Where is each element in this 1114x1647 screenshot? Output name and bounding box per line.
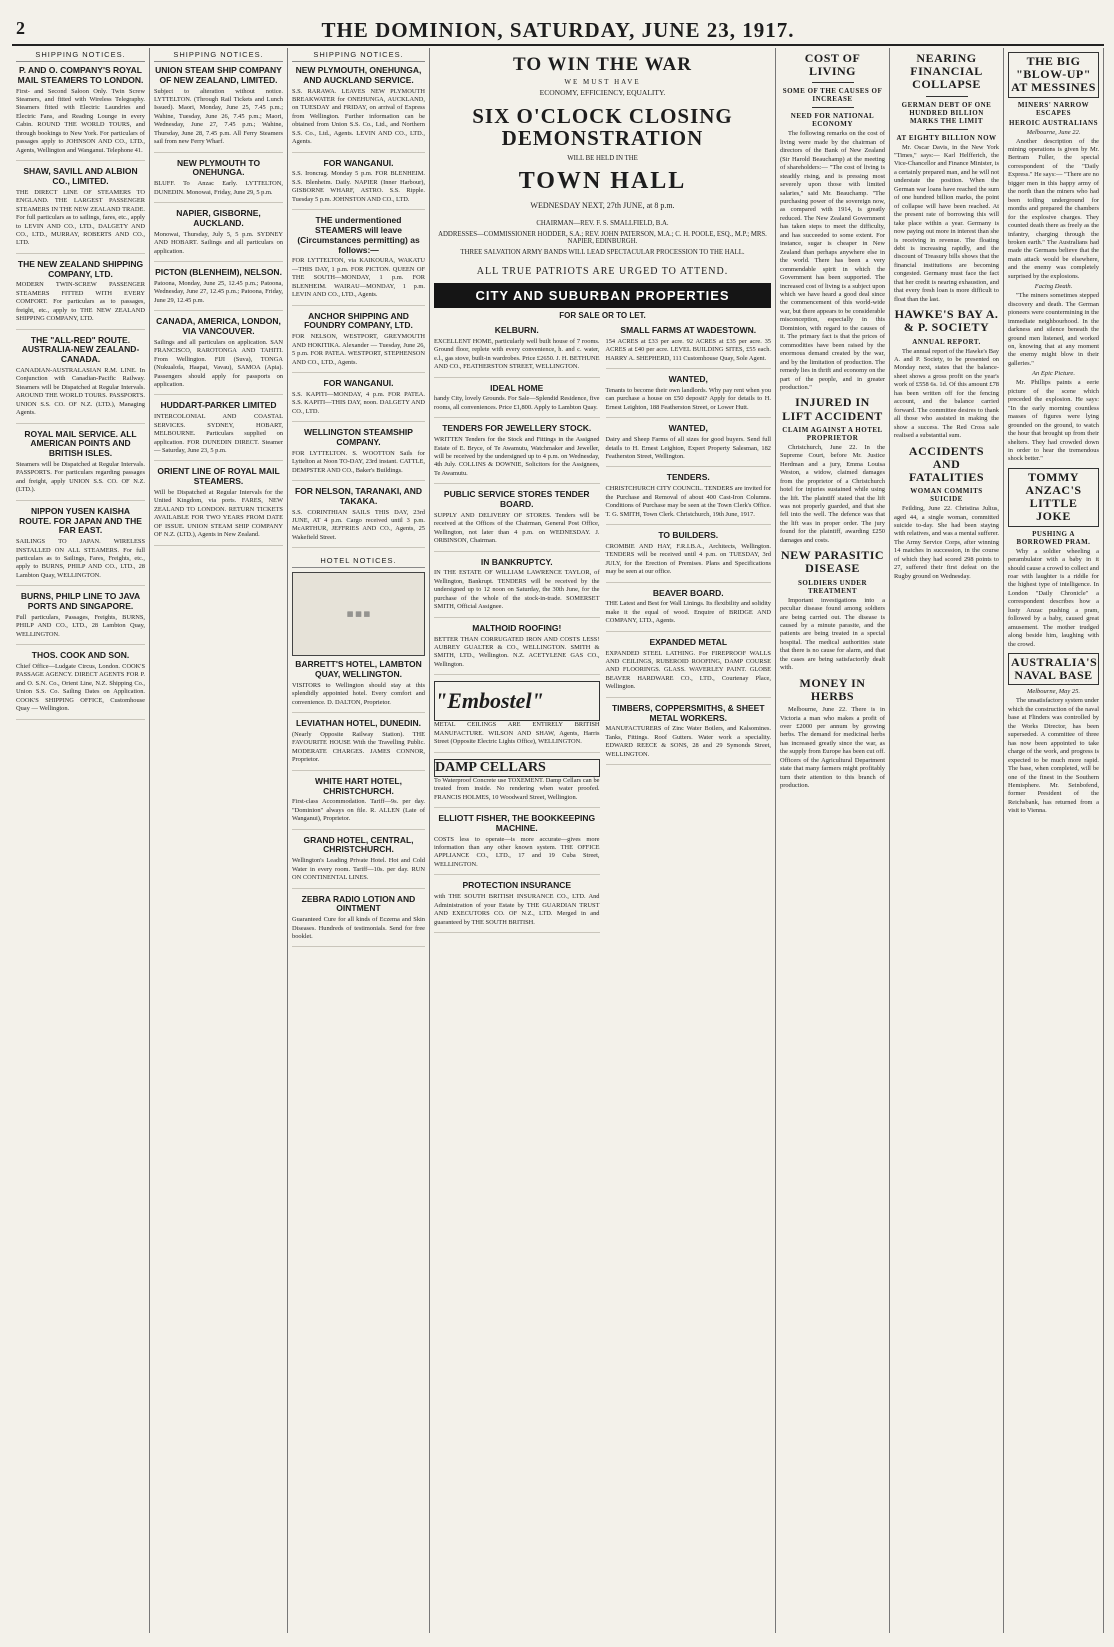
notice-title: CANADA, AMERICA, LONDON, VIA VANCOUVER.: [156, 316, 281, 336]
subsection-epic-picture: [1008, 370, 1099, 464]
dateline: Melbourne, May 25.: [1026, 688, 1081, 696]
notice-item: [292, 777, 425, 830]
notice-title: SHAW, SAVILL AND ALBION CO., LIMITED.: [23, 166, 138, 186]
ad-line: WILL BE HELD IN THE: [567, 155, 638, 163]
article-parasitic-disease: [780, 549, 885, 672]
notice-item: [606, 638, 772, 698]
notice-item: [292, 312, 425, 373]
notice-item: [16, 430, 145, 501]
subhead: Facing Death.: [1034, 283, 1073, 291]
ad-venue: TOWN HALL: [518, 168, 687, 195]
properties-subhead: FOR SALE OR TO LET.: [559, 311, 646, 321]
logo-graphic: DAMP CELLARS: [434, 759, 600, 777]
hotel-notices-heading: HOTEL NOTICES.: [292, 554, 425, 568]
notice-item: [16, 167, 145, 254]
headline: HAWKE'S BAY A. & P. SOCIETY: [894, 307, 999, 335]
notice-item: [154, 66, 283, 153]
notice-body: SUPPLY AND DELIVERY OF STORES. Tenders will be received at the Offices of the Chairman, General Post Office, Wellington, not later than 4 p.m. on WEDNESDAY. J. ORBINSON, Chairman.: [434, 511, 600, 545]
notice-body: Steamers will be Dispatched at Regular Intervals. PASSPORTS. For particulars regarding passages and freight, apply UNION S.S. CO. OF N.Z. (LTD.).: [16, 460, 145, 494]
notice-body: METAL CEILINGS ARE ENTIRELY BRITISH MANUFACTURE. WILSON AND SHAW, Agents, Harris Street (Opposite Electric Lights Office), WELLINGTON.: [434, 721, 600, 746]
notice-body: To Waterproof Concrete use TOXEMENT. Damp Cellars can be treated from inside. No rendering when water proofed. FRANCIS HOLMES, 10 Woodward Street, Wellington.: [434, 776, 600, 801]
notice-item: [16, 507, 145, 587]
notice-item: [16, 66, 145, 161]
notice-item: [292, 660, 425, 713]
headline: COST OF LIVING: [804, 51, 861, 79]
ad-bands: THREE SALVATION ARMY BANDS WILL LEAD SPECTACULAR PROCESSION TO THE HALL.: [460, 249, 745, 257]
article-messines: [1008, 52, 1099, 281]
ad-title: SIX O'CLOCK CLOSING DEMONSTRATION: [472, 104, 733, 151]
notice-title: EXPANDED METAL: [649, 636, 728, 647]
notice-item: [292, 216, 425, 305]
article-body: Mr. Oscar Davis, in the New York "Times," says:— Karl Helfferich, the Vice-Chancellor and Finance Minister, is a certainly prepared man, and he will not understate the position. When the German war loans have reached the sum of one hundred billion marks, the point of collapse will have been reached. At the present rate of borrowing this will take place within a year. Germany is now paying out more in interest than she is receiving in revenue. The floating debt is increasing rapidly, and the discount of Treasury bills shows that the financial institutions are becoming congested. Germany must face the fact that her credit is nearing exhaustion, and that every fresh loan is more difficult to float than the last.: [894, 143, 999, 303]
notice-title: FOR WANGANUI.: [323, 377, 394, 388]
news-column-cost-of-living: [776, 48, 890, 1633]
article-body: Why a soldier wheeling a perambulator with a baby in it should cause a crowd to collect and roar with laughter is a riddle for the highest type of intelligence. In London "Daily Chronicle" a correspondent describes how a lusty Anzac pushing a pram, followed by a baby, caused great amusement. The mother trudged along beside him, laughing with the crowd.: [1008, 547, 1099, 648]
notice-title: THE NEW ZEALAND SHIPPING COMPANY, LTD.: [17, 258, 144, 279]
notice-item: [606, 704, 772, 765]
headline: TOMMY ANZAC'S LITTLE JOKE: [1008, 468, 1099, 527]
properties-banner: CITY AND SUBURBAN PROPERTIES: [434, 283, 771, 308]
notice-body: Will be Dispatched at Regular Intervals for the United Kingdom, via ports. FARES, NEW ZEALAND TO LONDON. RETURN TICKETS AVAILABLE FOR TWO YEARS FROM DATE OF ISSUE. UNION STEAM SHIP COMPANY OF N.Z. (LTD.), Agents in New Zealand.: [154, 488, 283, 539]
notice-item: [154, 268, 283, 311]
notice-item: [292, 66, 425, 153]
notice-title: KELBURN.: [494, 325, 539, 336]
notice-body: FOR LYTTELTON. S. WOOTTON Sails for Lyttelton at Noon TO-DAY, 23rd instant. CATTLE, DEMPSTER AND CO., Baker's Buildings.: [292, 449, 425, 474]
notice-title: ORIENT LINE OF ROYAL MAIL STEAMERS.: [157, 466, 280, 487]
article-body: "The miners sometimes stepped discovery and death. The German pioneers were countermining in the immediate neighbourhood. In the darkness and silence beneath the ground men listened, and worked on, knowing that at any moment the enemy might blow in their galleries.": [1008, 292, 1099, 367]
notice-body: handy City, lovely Grounds. For Sale—Splendid Residence, five rooms, all conveniences. Price £1,800. Apply to Lambton Quay.: [434, 395, 600, 411]
notice-title: WHITE HART HOTEL, CHRISTCHURCH.: [315, 775, 402, 796]
notice-item: [434, 384, 600, 419]
article-accidents: [894, 445, 999, 582]
notice-body: First-class Accommodation. Tariff—9s. per day. "Dominion" always on file. R. ALLEN (Late of Wanganui), Proprietor.: [292, 798, 425, 823]
notice-item: [434, 759, 600, 808]
article-body: Feilding, June 22. Christina Julius, aged 44, a single woman, committed suicide to-day. She had been staying with relatives, and was a mental sufferer. The Army Service Corps, after winning 14 matches in succession, in the course of which they had scored 298 points to 27, suffered their first defeat on the Rugby ground on Wednesday.: [894, 505, 999, 580]
notice-body: THE DIRECT LINE OF STEAMERS TO ENGLAND. THE LARGEST PASSENGER STEAMERS IN THE NEW ZEALAND TRADE. For full particulars as to sailings, fares, etc., apply to LEVIN AND CO., LTD., DALGETY AND CO., LTD., MURRAY, ROBERTS AND CO., LTD.: [16, 188, 145, 247]
notice-item: [606, 589, 772, 632]
article-body: Melbourne, June 22. There is in Victoria a man who makes a profit of over £2000 per annum by growing herbs. The demand for medicinal herbs has increased greatly since the war, as the supply from Europe has been cut off. Officers of the Agricultural Department state that many farmers might profitably turn their attention to this branch of production.: [780, 706, 885, 790]
notice-title: IDEAL HOME: [490, 382, 544, 393]
notice-body: (Nearly Opposite Railway Station). THE FAVOURITE HOUSE With the Travelling Public. MODERATE CHARGES. JAMES CONNOR, Proprietor.: [292, 730, 425, 764]
notice-title: THE undermentioned STEAMERS will leave (Circumstances permitting) as follows:—: [297, 215, 420, 255]
deck: GERMAN DEBT OF ONE HUNDRED BILLION MARKS THE LIMIT: [901, 100, 992, 125]
six-oclock-closing-ad: [434, 54, 771, 277]
article-body: Important investigations into a peculiar disease found among soldiers are being carried out. The disease is caused by a minute parasite, and the patients are being treated in a special hospital. The medical authorities state that there is no cause for alarm, and that the cases are being satisfactorily dealt with.: [780, 596, 885, 672]
deck: HEROIC AUSTRALIANS: [1009, 118, 1098, 127]
notice-item: [434, 490, 600, 551]
notice-item: [434, 326, 600, 378]
notice-title: TENDERS FOR JEWELLERY STOCK.: [442, 423, 592, 434]
notice-body: FOR NELSON, WESTPORT, GREYMOUTH AND HOKITIKA. Alexander — Tuesday, June 26, 5 p.m. FOR PATEA. WESTPORT, STEPHENSON AND CO., LTD., Agents.: [292, 333, 425, 366]
deck: AT EIGHTY BILLION NOW: [896, 133, 997, 142]
notice-item: [292, 719, 425, 771]
article-body: Mr. Phillips paints a eerie picture of the scene which preceded the explosion. He says: "In the early morning countless masses of figures were lying grounded on the ground, to watch the hour that brought up from their shelters. They had crowded down in order to hear the tremendous shock better.": [1008, 379, 1099, 463]
notice-body: CHRISTCHURCH CITY COUNCIL. TENDERS are invited for the Purchase and Removal of about 400 Cast-Iron Columns. Conditions of Purchase may be seen at the Town Clerk's Office. T. G. SMITH, Town Clerk. Christchurch, 19th June, 1917.: [605, 485, 771, 518]
notice-item: [154, 159, 283, 203]
notice-title: THOS. COOK AND SON.: [31, 650, 130, 661]
notice-title: WELLINGTON STEAMSHIP COMPANY.: [304, 427, 413, 447]
headline: AUSTRALIA'S NAVAL BASE: [1008, 653, 1099, 685]
notice-body: INTERCOLONIAL AND COASTAL SERVICES. SYDNEY, HOBART, MELBOURNE. Particulars supplied on application. FOR DUNEDIN DIRECT. Steamer — Saturday, June 23, 5 p.m.: [154, 413, 283, 454]
notice-body: CANADIAN-AUSTRALASIAN R.M. LINE. In Conjunction with Canadian-Pacific Railway. Steamers will be Dispatched at Regular Intervals. AROUND THE WORLD TOURS. PASSPORTS. UNION S.S. CO. OF N.Z. (LTD.), Managing Agents.: [16, 366, 145, 417]
notice-title: PICTON (BLENHEIM), NELSON.: [155, 267, 282, 278]
notice-body: S.S. CORINTHIAN SAILS THIS DAY, 23rd JUNE, AT 4 p.m. Cargo received until 3 p.m. McARTHUR, JEFFRIES AND CO., Agents, 25 Wakefield Street.: [292, 508, 425, 541]
notice-item: [434, 624, 600, 676]
notice-body: Chief Office—Ludgate Circus, London. COOK'S PASSAGE AGENCY. DIRECT AGENTS FOR P. and O. S.N. Co., Orient Line, N.Z. Shipping Co., Union S.S. Co. Sailing Dates on Application. COOK'S SHIPPING OFFICE, Customhouse Quay — Wellington.: [16, 663, 145, 713]
notice-item: [292, 159, 425, 211]
notice-title: BARRETT'S HOTEL, LAMBTON QUAY, WELLINGTON.: [295, 659, 422, 680]
notice-body: THE Latest and Best for Wall Linings. Its flexibility and solidity make it the equal of wood. Enquire of BRIDGE AND COMPANY, LTD., Agents.: [605, 600, 771, 625]
column-heading: SHIPPING NOTICES.: [16, 48, 145, 62]
notice-title: TO BUILDERS.: [658, 530, 719, 541]
deck: WOMAN COMMITS SUICIDE: [910, 487, 983, 504]
news-column-messines: [1004, 48, 1104, 1633]
headline: NEW PARASITIC DISEASE: [780, 548, 885, 576]
article-body: The unsatisfactory system under which the construction of the naval base at Flinders was controlled by the Works Director, has been superseded. A committee of three has now been appointed to take charge of the work, and progress is expected to be much more rapid. The base, when completed, will be one of the finest in the Southern Hemisphere. Mr. Seinbofend, former President of the Reichsbank, has returned from a visit to Vienna.: [1008, 697, 1099, 815]
notice-title: TENDERS.: [666, 472, 710, 483]
notice-title: TIMBERS, COPPERSMITHS, & SHEET METAL WORKERS.: [611, 702, 765, 723]
notice-item: [292, 836, 425, 889]
article-cost-of-living: [780, 52, 885, 392]
notice-body: FOR LYTTELTON, via KAIKOURA, WAKATU—THIS DAY, 1 p.m. FOR PICTON. QUEEN OF THE SOUTH—MONDAY, 1 p.m. FOR BLENHEIM. WAIRAU—MONDAY, 1 p.m. LEVIN AND CO., LTD., Agents.: [292, 257, 425, 299]
notice-body: Full particulars, Passages, Freights, BURNS, PHILP AND CO., LTD., 28 Lambton Quay, WELLINGTON.: [16, 613, 145, 638]
ads-column: [430, 48, 776, 1633]
newspaper-title: THE DOMINION, SATURDAY, JUNE 23, 1917.: [321, 18, 795, 42]
notice-title: NEW PLYMOUTH, ONEHUNGA, AND AUCKLAND SERVICE.: [295, 65, 422, 85]
notice-item: [434, 558, 600, 618]
notice-body: VISITORS to Wellington should stay at this splendidly appointed hotel. Every comfort and convenience. D. DALTON, Proprietor.: [292, 681, 425, 706]
article-body: Christchurch, June 22. In the Supreme Court, before Mr. Justice Herdman and a jury, Emma Louisa Weston, a widow, claimed damages from the proprietor of a Christchurch hotel for injuries sustained while using the lift. The plaintiff stated that the lift was not properly guarded, and that she fell into the well. The defence was that the lift was in proper order. The jury found for the plaintiff, awarding £250 damages and costs.: [780, 443, 885, 544]
notice-item: [606, 531, 772, 583]
notice-title: P. AND O. COMPANY'S ROYAL MAIL STEAMERS TO LONDON.: [17, 65, 144, 85]
notice-item: [606, 375, 772, 418]
notice-title: BURNS, PHILP LINE TO JAVA PORTS AND SINGAPORE.: [20, 591, 141, 612]
notice-body: SAILINGS TO JAPAN. WIRELESS INSTALLED ON ALL STEAMERS. For full particulars as to Sailings, Fares, Freights, etc., apply to BURNS, PHILP AND CO., LTD., 28 Lambton Quay, WELLINGTON.: [16, 538, 145, 579]
notice-body: BETTER THAN CORRUGATED IRON AND COSTS LESS! AUBREY GUALTER & CO., WELLINGTON. SMITH & SMITH, LTD., Wellington. N.Z. ACETYLENE GAS CO., Wellington.: [434, 635, 600, 668]
notice-item: [16, 651, 145, 719]
ad-call: ALL TRUE PATRIOTS ARE URGED TO ATTEND.: [476, 266, 729, 278]
deck: SOLDIERS UNDER TREATMENT: [797, 578, 868, 595]
notice-title: FOR NELSON, TARANAKI, AND TAKAKA.: [294, 485, 423, 506]
headline: NEARING FINANCIAL COLLAPSE: [910, 51, 983, 92]
notice-body: Subject to alteration without notice. LYTTELTON. (Through Rail Tickets and Lunch Issued). Maori, Monday, June 25, 7.45 p.m.; Wahine, Tuesday, June 26, 7.45 p.m.; Maori, Wednesday, June 27, 7.45 p.m.; Wahine, Thursday, June 28, 7.45 p.m. All Ferry Steamers sail from new Ferry Wharf.: [154, 87, 283, 146]
hotel-building-illustration: ▦ ▦ ▦: [292, 572, 425, 656]
shipping-column-2: [150, 48, 288, 1633]
notice-title: THE "ALL-RED" ROUTE. AUSTRALIA-NEW ZEALAND-CANADA.: [21, 334, 140, 365]
ad-speakers: ADDRESSES—COMMISSIONER HODDER, S.A.; REV. JOHN PATERSON, M.A.; C. H. POOLE, ESQ., M.P.; MRS. NAPIER, EDINBURGH.: [438, 231, 767, 246]
article-anzac-joke: [1008, 468, 1099, 649]
notice-body: Dairy and Sheep Farms of all sizes for good buyers. Send full details to H. Ernest Leighton, Expert Property Salesman, 182 Featherston Street, Wellington.: [605, 436, 771, 461]
headline: MONEY IN HERBS: [799, 675, 866, 703]
notice-title: WANTED,: [668, 374, 708, 385]
notice-item: [154, 317, 283, 395]
subhead: An Epic Picture.: [1032, 370, 1075, 378]
notice-body: S.S. KAPITI—MONDAY, 4 p.m. FOR PATEA. S.S. KAPITI—THIS DAY, noon. DALGETY AND CO., LTD.: [292, 390, 425, 415]
notice-body: Sailings and all particulars on application. SAN FRANCISCO, RAROTONGA AND TAHITI. From Wellington. FIJI (Suva), TONGA (Nukualofa, Haapai, Vavau), SAMOA (Apia). Passengers should apply for passports on application.: [154, 338, 283, 388]
article-financial-collapse: [894, 52, 999, 304]
notice-title: ANCHOR SHIPPING AND FOUNDRY COMPANY, LTD.: [304, 310, 413, 331]
notice-body: WRITTEN Tenders for the Stock and Fittings in the Assigned Estate of E. Bryce, of Te Awamutu, Watchmaker and Jeweller, will be received by the undersigned up to 4 p.m. on Wednesday, 4th July. COLLINS & DOWNIE, Solicitors for the Assignees, Te Awamutu.: [434, 436, 600, 477]
notice-title: HUDDART-PARKER LIMITED: [160, 400, 277, 411]
notice-title: BEAVER BOARD.: [652, 587, 724, 598]
article-hawkes-bay: [894, 308, 999, 440]
notice-title: NEW PLYMOUTH TO ONEHUNGA.: [176, 157, 261, 178]
notice-body: Wellington's Leading Private Hotel. Hot and Cold Water in every room. Tariff—10s. per day. RUN ON CONTINENTAL LINES.: [292, 857, 425, 882]
notice-item: [606, 424, 772, 467]
notice-body: Monowai, Thursday, July 5, 5 p.m. SYDNEY AND HOBART. Sailings and all particulars on application.: [154, 230, 283, 255]
notice-title: PUBLIC SERVICE STORES TENDER BOARD.: [443, 489, 590, 510]
notice-title: ROYAL MAIL SERVICE. ALL AMERICAN POINTS AND BRITISH ISLES.: [24, 428, 137, 459]
subsection-facing-death: [1008, 283, 1099, 368]
notice-item: [292, 428, 425, 481]
notice-item: [292, 487, 425, 548]
notice-item: [154, 467, 283, 545]
notice-item: [154, 209, 283, 262]
notice-body: MANUFACTURERS of Zinc Water Boilers, and Kalsomines. Tanks, Fittings. Roof Gutters. Water work a speciality. EDWARD REECE & SONS, 28 and 29 Symonds Street, WELLINGTON.: [605, 725, 771, 758]
article-naval-base: [1008, 653, 1099, 816]
notice-body: CROMBIE AND HAY, F.R.I.B.A., Architects, Wellington. TENDERS will be received until 4 p.m. on TUESDAY, 3rd JULY, for the Erection of Premises. Plans and Specifications may be seen at our office.: [605, 542, 771, 576]
notice-title: UNION STEAM SHIP COMPANY OF NEW ZEALAND, LIMITED.: [155, 65, 282, 85]
article-money-in-herbs: [780, 677, 885, 791]
notice-title: FOR WANGANUI.: [323, 157, 394, 168]
logo-graphic: "Embostel": [434, 681, 600, 721]
shipping-column-1: [12, 48, 150, 1633]
article-body: The following remarks on the cost of living were made by the chairman of directors of the Bank of New Zealand (Sir Harold Beauchamp) at the meeting of shareholders:— "The cost of living is steadily rising, and is pressing most severely upon those with limited salaries," said Mr. Beauchamp. "The purchasing power of the sovereign now, as compared with 1914, is greatly reduced. The New Zealand Government has taken steps to meet the difficulty, and has succeeded to some extent. For instance, sugar is cheaper in New Zealand than perhaps anywhere else in the world. There has been a very commendable spirit in which the Government has been supported. The increased cost of living is a subject upon which we have heard a good deal since the commencement of this world-wide war, but there appears to be considerable misconception, especially in this Dominion, with regard to the causes of it. The primary fact is that the prices of commodities have been raised by the enormous demand created by the war, and by the limitation of production. The remedy lies in thrift and economy on the part of the people, and in greater production.": [780, 130, 885, 391]
deck: SOME OF THE CAUSES OF INCREASE: [782, 87, 883, 104]
notice-title: ZEBRA RADIO LOTION AND OINTMENT: [301, 893, 416, 914]
ad-line: WE MUST HAVE: [564, 78, 641, 86]
notice-title: WANTED,: [668, 423, 708, 434]
dateline: Melbourne, June 22.: [1026, 128, 1081, 136]
notice-body: S.S. Ironcrag. Monday 5 p.m. FOR BLENHEIM. S.S. Blenheim. Daily. NAPIER (Inner Harbour), GISBORNE WHARF, ASTRO. S.S. Ripple. Tuesday 5 p.m. JOHNSTON AND CO., LTD.: [292, 170, 425, 203]
notice-item: [434, 814, 600, 875]
deck: PUSHING A BORROWED PRAM.: [1016, 529, 1091, 546]
notice-title: GRAND HOTEL, CENTRAL, CHRISTCHURCH.: [303, 834, 414, 855]
notice-item: [434, 424, 600, 484]
notice-title: NAPIER, GISBORNE, AUCKLAND.: [176, 208, 261, 228]
deck: ANNUAL REPORT.: [912, 337, 981, 346]
notice-title: MALTHOID ROOFING!: [472, 622, 562, 633]
notice-body: MODERN TWIN-SCREW PASSENGER STEAMERS FITTED WITH EVERY COMFORT. For particulars as to passages, freight, etc., apply to THE NEW ZEALAND SHIPPING COMPANY, LTD.: [16, 281, 145, 323]
shipping-column-3: [288, 48, 430, 1633]
headline: ACCIDENTS AND FATALITIES: [908, 443, 985, 484]
notice-item: [154, 401, 283, 461]
notice-item: [606, 473, 772, 525]
notice-body: IN THE ESTATE OF WILLIAM LAWRENCE TAYLOR, of Wellington, Bankrupt. TENDERS will be received by the undersigned up to 12 noon on Saturday, the 30th June, for the purchase of the whole of the stock-in-trade. SOMERSET SMITH, Official Assignee.: [434, 569, 600, 611]
notice-body: First- and Second Saloon Only. Twin Screw Steamers, and fitted with Wireless Telegraphy. Steamers fitted with Electric Laundries and Electric Fans, and Reading Lounge in every Cabin. ROUND THE WORLD TOURS, and through bookings to New York. For particulars of passages apply to JOHNSON AND CO., LTD., Agents, Wellington and Wanganui. Telephone 41.: [16, 87, 145, 154]
headline: THE BIG "BLOW-UP" AT MESSINES: [1008, 52, 1099, 98]
notice-item: [434, 681, 600, 752]
notice-body: BLUFF. To Anzac Early. LYTTELTON, DUNEDIN. Monowai, Friday, June 29, 5 p.m.: [154, 180, 283, 196]
notice-body: S.S. RARAWA. LEAVES NEW PLYMOUTH BREAKWATER for ONEHUNGA, AUCKLAND, on TUESDAY and FRIDAY, on arrival of Express from Wellington. Further information can be obtained from Union S.S. Co., Ltd., and Northern S.S. Co., Ltd., Agents. LEVIN AND CO., LTD., Agents.: [292, 87, 425, 146]
ad-headline: TO WIN THE WAR: [513, 54, 692, 75]
notice-body: COSTS less to operate—is more accurate—gives more information than any other known system. THE OFFICE APPLIANCE CO., LTD., 17 and 19 Cuba Street, WELLINGTON.: [434, 835, 600, 868]
notice-title: ELLIOTT FISHER, THE BOOKKEEPING MACHINE.: [438, 813, 596, 833]
column-heading: SHIPPING NOTICES.: [292, 48, 425, 62]
column-heading: SHIPPING NOTICES.: [154, 48, 283, 62]
notice-body: with THE SOUTH BRITISH INSURANCE CO., LTD. And Administration of your Estate by THE GUARDIAN TRUST AND EXECUTORS CO. OF N.Z., LTD. Merged in and guaranteed by THE SOUTH BRITISH.: [434, 893, 600, 926]
notice-item: [606, 326, 772, 369]
notice-title: NIPPON YUSEN KAISHA ROUTE. FOR JAPAN AND THE FAR EAST.: [19, 505, 142, 536]
news-column-financial: [890, 48, 1004, 1633]
masthead: [12, 18, 1104, 46]
notice-item: [292, 379, 425, 422]
deck: CLAIM AGAINST A HOTEL PROPRIETOR: [782, 425, 883, 442]
page-number: 2: [16, 18, 25, 38]
notice-body: Guaranteed Cure for all kinds of Eczema and Skin Diseases. Hundreds of testimonials. Send for free booklet.: [292, 916, 425, 940]
notice-title: SMALL FARMS AT WADESTOWN.: [620, 325, 757, 336]
notice-title: PROTECTION INSURANCE: [462, 880, 572, 891]
deck: NEED FOR NATIONAL ECONOMY: [790, 112, 875, 129]
notice-body: EXCELLENT HOME, particularly well built house of 7 rooms. Ground floor, replete with every convenience, h. and c. water, e.l., gas stove, built-in wardrobes. Price £2650. J. H. BETHUNE AND CO., FEATHERSTON STREET, WELLINGTON.: [434, 337, 600, 371]
ad-date: WEDNESDAY NEXT, 27th JUNE, at 8 p.m.: [530, 201, 675, 211]
ad-line: ECONOMY, EFFICIENCY, EQUALITY.: [539, 88, 666, 97]
notice-item: [434, 881, 600, 933]
notice-title: LEVIATHAN HOTEL, DUNEDIN.: [296, 718, 421, 729]
notice-item: [16, 592, 145, 645]
ad-chairman: CHAIRMAN—REV. F. S. SMALLFIELD, B.A.: [536, 220, 669, 228]
notice-item: [16, 336, 145, 424]
headline: INJURED IN LIFT ACCIDENT: [782, 395, 883, 423]
deck: MINERS' NARROW ESCAPES: [1017, 100, 1090, 117]
notice-item: [292, 895, 425, 948]
article-body: Another description of the mining operations is given by Mr. Bertram Fuller, the special correspondent of the "Daily Express." He says:— "There are no bigger men in this happy army of the north than the miners who had been toiling underground for months and prepared the chambers for the explosive charges. They counted death there as freely as the infantry, charging through the broken earth." The Australians had made the Germans believe that the main attack would be elsewhere, and the enemy was completely surprised by the explosions.: [1008, 137, 1099, 280]
notice-body: Tenants to become their own landlords. Why pay rent when you can purchase a house on £50 deposit? Apply for details to H. Ernest Leighton, 188 Featherston Street, or Lower Hutt.: [605, 386, 771, 411]
notice-body: EXPANDED STEEL LATHING. For FIREPROOF WALLS AND CEILINGS, RUBEROID ROOFING, DAMP COURSE AND FLOORINGS. GLASS. WAVERLEY PAINT. GLOBE BEAVER HARDWARE CO., LTD., Courtenay Place, Wellington.: [605, 649, 771, 691]
article-lift-accident: [780, 396, 885, 545]
notice-item: [16, 260, 145, 330]
notice-body: Patoona, Monday, June 25, 12.45 p.m.; Patoona, Wednesday, June 27, 12.45 p.m.; Patoona, Friday, June 29, 12.45 p.m.: [154, 279, 283, 304]
notice-title: IN BANKRUPTCY.: [480, 556, 553, 567]
article-body: The annual report of the Hawke's Bay A. and P. Society, to be presented on Monday next, states that the balance-sheet shows a gross profit on the year's work of £558 6s. 1d. Of this amount £78 has been written off for the fencing account, and the balance carried forward. The committee desires to thank all those who assisted in making the show a success. The Red Cross sale realised a substantial sum.: [894, 347, 999, 440]
notice-body: 154 ACRES at £33 per acre. 92 ACRES at £35 per acre. 35 ACRES at £40 per acre. LEVEL BUILDING SITES, £55 each. HARRY A. SHEPHERD, 111 Customhouse Quay, Sole Agent.: [605, 337, 771, 362]
